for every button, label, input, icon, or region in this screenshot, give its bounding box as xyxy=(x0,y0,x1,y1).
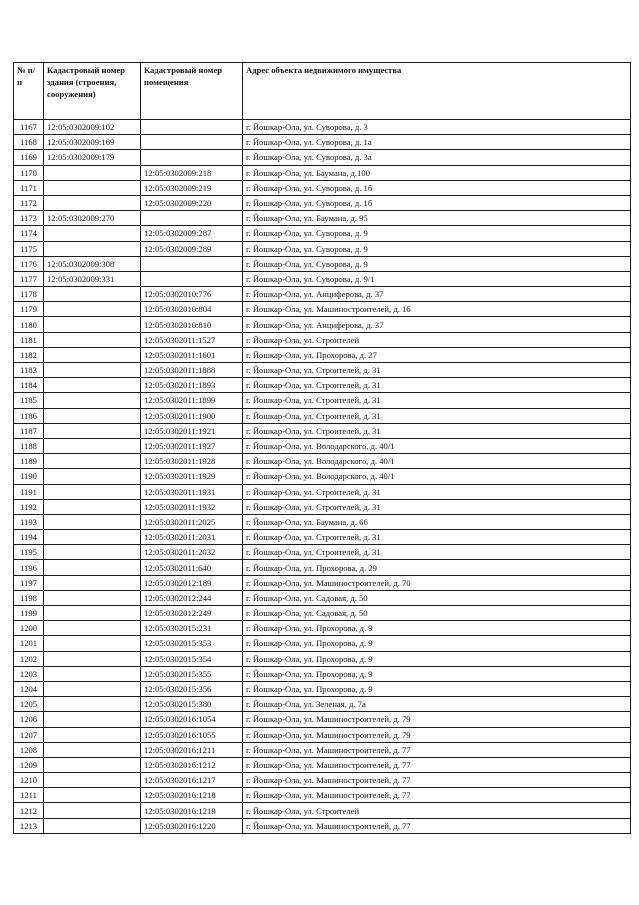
cell-num: 1186 xyxy=(14,408,44,423)
cell-address: г. Йошкар-Ола, ул. Строителей, д. 31 xyxy=(243,499,631,514)
cell-room-cadastral xyxy=(141,150,243,165)
cell-num: 1180 xyxy=(14,317,44,332)
cell-room-cadastral: 12:05:0302011:1921 xyxy=(141,423,243,438)
table-row xyxy=(14,454,631,469)
cell-building-cadastral xyxy=(44,636,141,651)
cell-room-cadastral: 12:05:0302009:219 xyxy=(141,180,243,195)
cell-room-cadastral: 12:05:0302009:218 xyxy=(141,165,243,180)
cell-room-cadastral: 12:05:0302011:1931 xyxy=(141,484,243,499)
table-row xyxy=(14,499,631,514)
cell-num: 1206 xyxy=(14,712,44,727)
table-row xyxy=(14,636,631,651)
table-row xyxy=(14,590,631,605)
cell-room-cadastral: 12:05:0302016:1212 xyxy=(141,757,243,772)
cell-room-cadastral: 12:05:0302010:776 xyxy=(141,287,243,302)
cell-room-cadastral: 12:05:0302012:244 xyxy=(141,590,243,605)
document-page xyxy=(13,62,630,834)
cell-num: 1209 xyxy=(14,757,44,772)
cell-room-cadastral: 12:05:0302015:354 xyxy=(141,651,243,666)
cell-room-cadastral: 12:05:0302011:640 xyxy=(141,560,243,575)
cell-building-cadastral xyxy=(44,712,141,727)
cell-building-cadastral: 12:05:0302009:270 xyxy=(44,211,141,226)
cell-num: 1198 xyxy=(14,590,44,605)
cell-address: г. Йошкар-Ола, ул. Строителей, д. 31 xyxy=(243,363,631,378)
cell-building-cadastral xyxy=(44,530,141,545)
header-num: № п/п xyxy=(14,63,44,120)
table-row xyxy=(14,241,631,256)
cell-address: г. Йошкар-Ола, ул. Прохорова, д. 9 xyxy=(243,621,631,636)
cell-room-cadastral: 12:05:0302016:1218 xyxy=(141,788,243,803)
cell-address: г. Йошкар-Ола, ул. Строителей, д. 31 xyxy=(243,393,631,408)
cell-num: 1187 xyxy=(14,423,44,438)
cell-room-cadastral: 12:05:0302016:1219 xyxy=(141,803,243,818)
cell-address: г. Йошкар-Ола, ул. Машиностроителей, д. 77 xyxy=(243,818,631,833)
cell-room-cadastral: 12:05:0302015:353 xyxy=(141,636,243,651)
cell-room-cadastral: 12:05:0302015:380 xyxy=(141,697,243,712)
cell-address: г. Йошкар-Ола, ул. Машиностроителей, д. 79 xyxy=(243,712,631,727)
cell-num: 1213 xyxy=(14,818,44,833)
cell-num: 1178 xyxy=(14,287,44,302)
table-row xyxy=(14,727,631,742)
cell-address: г. Йошкар-Ола, ул. Суворова, д. 9 xyxy=(243,226,631,241)
table-row xyxy=(14,438,631,453)
cell-building-cadastral xyxy=(44,347,141,362)
cell-building-cadastral xyxy=(44,621,141,636)
cell-room-cadastral: 12:05:0302011:1928 xyxy=(141,454,243,469)
table-row xyxy=(14,120,631,135)
table-row xyxy=(14,180,631,195)
cell-room-cadastral: 12:05:0302011:1601 xyxy=(141,347,243,362)
cell-building-cadastral xyxy=(44,742,141,757)
table-row xyxy=(14,712,631,727)
cell-building-cadastral xyxy=(44,454,141,469)
cell-num: 1177 xyxy=(14,271,44,286)
cell-address: г. Йошкар-Ола, ул. Машиностроителей, д. 77 xyxy=(243,742,631,757)
table-row xyxy=(14,530,631,545)
cell-building-cadastral xyxy=(44,287,141,302)
table-row xyxy=(14,742,631,757)
table-row xyxy=(14,211,631,226)
cell-room-cadastral: 12:05:0302011:1932 xyxy=(141,499,243,514)
header-room-cadastral: Кадастровый номер помещения xyxy=(141,63,243,120)
cell-building-cadastral: 12:05:0302009:169 xyxy=(44,135,141,150)
table-row xyxy=(14,621,631,636)
cell-address: г. Йошкар-Ола, ул. Строителей, д. 31 xyxy=(243,408,631,423)
cell-building-cadastral xyxy=(44,757,141,772)
cell-room-cadastral: 12:05:0302011:1900 xyxy=(141,408,243,423)
cell-num: 1208 xyxy=(14,742,44,757)
cell-address: г. Йошкар-Ола, ул. Зеленая, д. 7а xyxy=(243,697,631,712)
cell-building-cadastral: 12:05:0302009:331 xyxy=(44,271,141,286)
cell-address: г. Йошкар-Ола, ул. Строителей xyxy=(243,332,631,347)
cell-building-cadastral xyxy=(44,378,141,393)
table-row xyxy=(14,666,631,681)
table-row xyxy=(14,651,631,666)
cell-num: 1169 xyxy=(14,150,44,165)
cell-room-cadastral: 12:05:0302016:1220 xyxy=(141,818,243,833)
cell-address: г. Йошкар-Ола, ул. Строителей, д. 31 xyxy=(243,378,631,393)
cell-address: г. Йошкар-Ола, ул. Баумана, д.100 xyxy=(243,165,631,180)
cell-num: 1181 xyxy=(14,332,44,347)
cell-room-cadastral xyxy=(141,271,243,286)
table-row xyxy=(14,803,631,818)
table-row xyxy=(14,256,631,271)
cell-address: г. Йошкар-Ола, ул. Суворова, д. 9 xyxy=(243,241,631,256)
cell-num: 1179 xyxy=(14,302,44,317)
table-row xyxy=(14,287,631,302)
cell-num: 1175 xyxy=(14,241,44,256)
cell-building-cadastral xyxy=(44,575,141,590)
table-row xyxy=(14,363,631,378)
cell-room-cadastral: 12:05:0302011:1893 xyxy=(141,378,243,393)
cell-room-cadastral: 12:05:0302012:189 xyxy=(141,575,243,590)
cell-building-cadastral: 12:05:0302009:179 xyxy=(44,150,141,165)
cell-address: г. Йошкар-Ола, ул. Суворова, д. 1б xyxy=(243,180,631,195)
cell-num: 1189 xyxy=(14,454,44,469)
cell-room-cadastral: 12:05:0302009:289 xyxy=(141,241,243,256)
cell-building-cadastral xyxy=(44,363,141,378)
table-row xyxy=(14,697,631,712)
cell-num: 1170 xyxy=(14,165,44,180)
cell-building-cadastral xyxy=(44,666,141,681)
cell-building-cadastral xyxy=(44,226,141,241)
cell-address: г. Йошкар-Ола, ул. Машиностроителей, д. 79 xyxy=(243,727,631,742)
table-row xyxy=(14,545,631,560)
cell-address: г. Йошкар-Ола, ул. Суворова, д. 1б xyxy=(243,195,631,210)
cell-num: 1173 xyxy=(14,211,44,226)
cell-num: 1196 xyxy=(14,560,44,575)
cell-num: 1188 xyxy=(14,438,44,453)
cell-address: г. Йошкар-Ола, ул. Баумана, д. 66 xyxy=(243,514,631,529)
cell-num: 1172 xyxy=(14,195,44,210)
cell-building-cadastral xyxy=(44,818,141,833)
cell-address: г. Йошкар-Ола, ул. Прохорова, д. 9 xyxy=(243,636,631,651)
table-row xyxy=(14,423,631,438)
cell-num: 1202 xyxy=(14,651,44,666)
table-row xyxy=(14,408,631,423)
cell-room-cadastral: 12:05:0302015:355 xyxy=(141,666,243,681)
cell-room-cadastral: 12:05:0302011:1927 xyxy=(141,438,243,453)
cell-num: 1199 xyxy=(14,606,44,621)
cell-room-cadastral: 12:05:0302009:287 xyxy=(141,226,243,241)
cell-building-cadastral xyxy=(44,195,141,210)
cell-num: 1192 xyxy=(14,499,44,514)
cell-address: г. Йошкар-Ола, ул. Анциферова, д. 37 xyxy=(243,317,631,332)
cell-building-cadastral xyxy=(44,606,141,621)
cell-room-cadastral: 12:05:0302010:810 xyxy=(141,317,243,332)
cell-address: г. Йошкар-Ола, ул. Строителей, д. 31 xyxy=(243,545,631,560)
header-row xyxy=(14,63,631,120)
table-row xyxy=(14,788,631,803)
cell-address: г. Йошкар-Ола, ул. Машиностроителей, д. 16 xyxy=(243,302,631,317)
cell-room-cadastral: 12:05:0302010:804 xyxy=(141,302,243,317)
cell-num: 1182 xyxy=(14,347,44,362)
table-row xyxy=(14,195,631,210)
table-row xyxy=(14,378,631,393)
table-row xyxy=(14,347,631,362)
cell-address: г. Йошкар-Ола, ул. Прохорова, д. 9 xyxy=(243,666,631,681)
cell-address: г. Йошкар-Ола, ул. Прохорова, д. 9 xyxy=(243,651,631,666)
cell-building-cadastral xyxy=(44,560,141,575)
cell-building-cadastral xyxy=(44,423,141,438)
cell-address: г. Йошкар-Ола, ул. Машиностроителей, д. 70 xyxy=(243,575,631,590)
cell-room-cadastral: 12:05:0302016:1217 xyxy=(141,773,243,788)
cell-num: 1190 xyxy=(14,469,44,484)
table-row xyxy=(14,484,631,499)
cell-num: 1168 xyxy=(14,135,44,150)
table-row xyxy=(14,560,631,575)
cell-num: 1205 xyxy=(14,697,44,712)
cell-building-cadastral xyxy=(44,697,141,712)
cell-address: г. Йошкар-Ола, ул. Баумана, д. 95 xyxy=(243,211,631,226)
cell-room-cadastral xyxy=(141,135,243,150)
cell-room-cadastral: 12:05:0302016:1055 xyxy=(141,727,243,742)
cell-address: г. Йошкар-Ола, ул. Садовая, д. 50 xyxy=(243,606,631,621)
cell-building-cadastral xyxy=(44,773,141,788)
table-row xyxy=(14,606,631,621)
cell-address: г. Йошкар-Ола, ул. Суворова, д. 9/1 xyxy=(243,271,631,286)
cell-address: г. Йошкар-Ола, ул. Садовая, д. 50 xyxy=(243,590,631,605)
cell-address: г. Йошкар-Ола, ул. Анциферова, д. 37 xyxy=(243,287,631,302)
cell-address: г. Йошкар-Ола, ул. Строителей, д. 31 xyxy=(243,423,631,438)
cell-room-cadastral: 12:05:0302015:231 xyxy=(141,621,243,636)
cell-num: 1197 xyxy=(14,575,44,590)
table-row xyxy=(14,681,631,696)
table-row xyxy=(14,393,631,408)
cell-num: 1200 xyxy=(14,621,44,636)
cell-building-cadastral xyxy=(44,165,141,180)
table-row xyxy=(14,150,631,165)
cell-num: 1191 xyxy=(14,484,44,499)
cell-address: г. Йошкар-Ола, ул. Строителей xyxy=(243,803,631,818)
table-row xyxy=(14,271,631,286)
cell-address: г. Йошкар-Ола, ул. Суворова, д. 9 xyxy=(243,256,631,271)
cell-num: 1185 xyxy=(14,393,44,408)
table-row xyxy=(14,165,631,180)
cell-room-cadastral: 12:05:0302011:1899 xyxy=(141,393,243,408)
cell-building-cadastral xyxy=(44,681,141,696)
cell-building-cadastral: 12:05:0302009:102 xyxy=(44,120,141,135)
cell-room-cadastral: 12:05:0302011:1929 xyxy=(141,469,243,484)
cell-building-cadastral: 12:05:0302009:308 xyxy=(44,256,141,271)
cell-num: 1207 xyxy=(14,727,44,742)
cell-building-cadastral xyxy=(44,803,141,818)
cell-building-cadastral xyxy=(44,788,141,803)
cell-building-cadastral xyxy=(44,469,141,484)
cell-num: 1194 xyxy=(14,530,44,545)
cell-room-cadastral: 12:05:0302012:249 xyxy=(141,606,243,621)
table-row xyxy=(14,575,631,590)
cell-building-cadastral xyxy=(44,302,141,317)
cell-building-cadastral xyxy=(44,651,141,666)
cell-address: г. Йошкар-Ола, ул. Володарского, д. 40/1 xyxy=(243,438,631,453)
table-row xyxy=(14,757,631,772)
table-row xyxy=(14,135,631,150)
cell-room-cadastral: 12:05:0302009:220 xyxy=(141,195,243,210)
cell-building-cadastral xyxy=(44,499,141,514)
cell-room-cadastral: 12:05:0302011:2025 xyxy=(141,514,243,529)
header-address: Адрес объекта недвижимого имущества xyxy=(243,63,631,120)
cell-building-cadastral xyxy=(44,438,141,453)
cell-num: 1212 xyxy=(14,803,44,818)
table-row xyxy=(14,226,631,241)
cell-building-cadastral xyxy=(44,590,141,605)
cell-building-cadastral xyxy=(44,180,141,195)
cell-building-cadastral xyxy=(44,484,141,499)
cell-num: 1183 xyxy=(14,363,44,378)
cell-address: г. Йошкар-Ола, ул. Прохорова, д. 27 xyxy=(243,347,631,362)
table-row xyxy=(14,773,631,788)
table-row xyxy=(14,514,631,529)
cell-address: г. Йошкар-Ола, ул. Прохорова, д. 29 xyxy=(243,560,631,575)
cell-address: г. Йошкар-Ола, ул. Строителей, д. 31 xyxy=(243,484,631,499)
cell-building-cadastral xyxy=(44,241,141,256)
cell-address: г. Йошкар-Ола, ул. Машиностроителей, д. 77 xyxy=(243,773,631,788)
cell-room-cadastral: 12:05:0302016:1054 xyxy=(141,712,243,727)
cell-num: 1210 xyxy=(14,773,44,788)
cell-address: г. Йошкар-Ола, ул. Володарского, д. 40/1 xyxy=(243,454,631,469)
cell-room-cadastral: 12:05:0302015:356 xyxy=(141,681,243,696)
cell-room-cadastral: 12:05:0302011:1527 xyxy=(141,332,243,347)
cell-num: 1211 xyxy=(14,788,44,803)
cell-room-cadastral xyxy=(141,211,243,226)
cell-address: г. Йошкар-Ола, ул. Машиностроителей, д. 77 xyxy=(243,788,631,803)
cell-address: г. Йошкар-Ола, ул. Володарского, д. 40/1 xyxy=(243,469,631,484)
cell-address: г. Йошкар-Ола, ул. Суворова, д. 3а xyxy=(243,150,631,165)
cell-num: 1174 xyxy=(14,226,44,241)
cell-num: 1195 xyxy=(14,545,44,560)
cell-address: г. Йошкар-Ола, ул. Суворова, д. 3 xyxy=(243,120,631,135)
cell-room-cadastral xyxy=(141,120,243,135)
cell-num: 1204 xyxy=(14,681,44,696)
cell-room-cadastral: 12:05:0302011:2031 xyxy=(141,530,243,545)
cell-num: 1201 xyxy=(14,636,44,651)
cell-num: 1176 xyxy=(14,256,44,271)
cell-building-cadastral xyxy=(44,332,141,347)
cell-building-cadastral xyxy=(44,317,141,332)
cell-room-cadastral: 12:05:0302011:2032 xyxy=(141,545,243,560)
table-body xyxy=(14,120,631,834)
cell-address: г. Йошкар-Ола, ул. Прохорова, д. 9 xyxy=(243,681,631,696)
cell-num: 1184 xyxy=(14,378,44,393)
cell-building-cadastral xyxy=(44,408,141,423)
table-row xyxy=(14,302,631,317)
cell-building-cadastral xyxy=(44,514,141,529)
header-building-cadastral: Кадастровый номер здания (строения, сооружения) xyxy=(44,63,141,120)
cell-num: 1203 xyxy=(14,666,44,681)
cell-building-cadastral xyxy=(44,545,141,560)
cell-room-cadastral: 12:05:0302016:1211 xyxy=(141,742,243,757)
table-row xyxy=(14,469,631,484)
table-row xyxy=(14,818,631,833)
cell-address: г. Йошкар-Ола, ул. Суворова, д. 1а xyxy=(243,135,631,150)
table-row xyxy=(14,332,631,347)
property-table xyxy=(13,62,631,834)
table-row xyxy=(14,317,631,332)
cell-address: г. Йошкар-Ола, ул. Строителей, д. 31 xyxy=(243,530,631,545)
cell-num: 1167 xyxy=(14,120,44,135)
cell-num: 1171 xyxy=(14,180,44,195)
cell-building-cadastral xyxy=(44,393,141,408)
cell-room-cadastral xyxy=(141,256,243,271)
cell-num: 1193 xyxy=(14,514,44,529)
cell-building-cadastral xyxy=(44,727,141,742)
cell-room-cadastral: 12:05:0302011:1888 xyxy=(141,363,243,378)
cell-address: г. Йошкар-Ола, ул. Машиностроителей, д. 77 xyxy=(243,757,631,772)
